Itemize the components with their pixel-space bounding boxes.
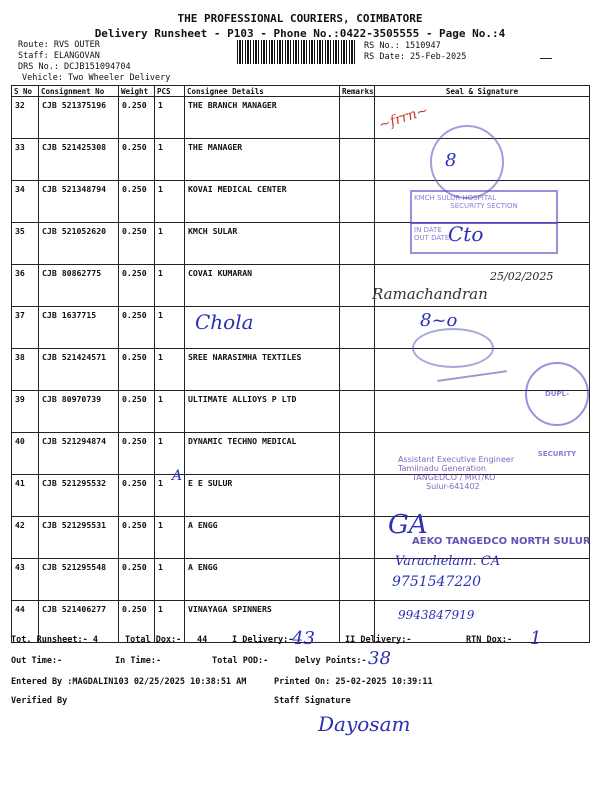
cell-sno: 33 (12, 139, 39, 181)
tot-runsheet: Tot. Runsheet:- 4 (11, 635, 98, 645)
stamp-34-line1: KMCH SULUR HOSPITAL (414, 194, 497, 202)
rs-date: RS Date: 25-Feb-2025 (364, 52, 467, 62)
stamp-41 (398, 455, 558, 491)
rtn-dox-label: RTN Dox:- (466, 635, 513, 645)
stamp-41-line4: Sulur-641402 (426, 482, 480, 491)
cell-consignment: CJB 521294874 (39, 433, 119, 475)
cell-consignee: A ENGG (185, 517, 340, 559)
cell-sno: 42 (12, 517, 39, 559)
cell-pcs: 1 (155, 433, 185, 475)
cell-weight: 0.250 (119, 391, 155, 433)
cell-pcs: 1 (155, 307, 185, 349)
stamp-42: AEKO TANGEDCO NORTH SULUR (412, 536, 591, 547)
stamp-35-line1: IN DATE (414, 226, 442, 234)
cell-consignment: CJB 521425308 (39, 139, 119, 181)
cell-consignee: THE MANAGER (185, 139, 340, 181)
delvy-points-label: Delvy Points:- (295, 656, 367, 666)
stamp-34-line2: SECURITY SECTION (450, 202, 518, 210)
cell-consignment: CJB 521295532 (39, 475, 119, 517)
cell-consignee: THE BRANCH MANAGER (185, 97, 340, 139)
cell-consignment: CJB 1637715 (39, 307, 119, 349)
cell-consignee: SREE NARASIMHA TEXTILES (185, 349, 340, 391)
col-consignment: Consignment No (39, 86, 119, 97)
cell-consignee: E E SULUR (185, 475, 340, 517)
rtn-dox-value: 1 (530, 628, 542, 649)
rs-number: RS No.: 1510947 (364, 41, 441, 51)
cell-sno: 39 (12, 391, 39, 433)
cell-pcs: 1 (155, 265, 185, 307)
drs-label: DRS No.: DCJB151094704 (18, 62, 131, 72)
cell-weight: 0.250 (119, 601, 155, 643)
table-row (12, 559, 590, 601)
stamp-34 (410, 190, 558, 224)
cell-sno: 43 (12, 559, 39, 601)
company-title: THE PROFESSIONAL COURIERS, COIMBATORE (177, 12, 423, 25)
cell-sno: 44 (12, 601, 39, 643)
cell-consignment: CJB 521375196 (39, 97, 119, 139)
dash-mark (540, 58, 552, 59)
cell-weight: 0.250 (119, 265, 155, 307)
cell-pcs: 1 (155, 223, 185, 265)
cell-remarks (340, 433, 375, 475)
cell-consignment: CJB 521348794 (39, 181, 119, 223)
table-row (12, 97, 590, 139)
runsheet-subtitle: Delivery Runsheet - P103 - Phone No.:0422-3505555 - Page No.:4 (94, 27, 506, 40)
handwritten-chola: Chola (195, 310, 254, 334)
stamp-35 (410, 222, 558, 254)
col-consignee: Consignee Details (185, 86, 340, 97)
col-weight: Weight (119, 86, 155, 97)
cell-consignment: CJB 80862775 (39, 265, 119, 307)
cell-remarks (340, 139, 375, 181)
cell-sno: 41 (12, 475, 39, 517)
cell-pcs: 1 (155, 391, 185, 433)
cell-weight: 0.250 (119, 517, 155, 559)
signature-37: 8~o (420, 310, 458, 331)
entered-by: Entered By :MAGDALIN103 02/25/2025 10:38:51 AM (11, 677, 247, 687)
printed-on: Printed On: 25-02-2025 10:39:11 (274, 677, 433, 687)
cell-pcs: 1 (155, 559, 185, 601)
cell-remarks (340, 307, 375, 349)
cell-consignee: A ENGG (185, 559, 340, 601)
total-pod-label: Total POD:- (212, 656, 269, 666)
cell-pcs: 1 (155, 601, 185, 643)
out-time-label: Out Time:- (11, 656, 63, 666)
handwritten-phone-44: 9943847919 (398, 608, 475, 622)
cell-remarks (340, 223, 375, 265)
cell-remarks (340, 349, 375, 391)
table-row (12, 307, 590, 349)
cell-sno: 36 (12, 265, 39, 307)
cell-sno: 35 (12, 223, 39, 265)
cell-sno: 32 (12, 97, 39, 139)
table-row (12, 391, 590, 433)
cell-weight: 0.250 (119, 223, 155, 265)
cell-consignee: KOVAI MEDICAL CENTER (185, 181, 340, 223)
col-remarks: Remarks (340, 86, 375, 97)
barcode (237, 40, 357, 64)
signature-32: ~frrn~ (376, 102, 431, 134)
stamp-38-oval (412, 328, 494, 368)
handwritten-pcs-41: A (172, 468, 183, 484)
cell-consignment: CJB 521052620 (39, 223, 119, 265)
cell-sno: 34 (12, 181, 39, 223)
vehicle-label: Vehicle: Two Wheeler Delivery (22, 73, 171, 83)
stamp-41-line3: TANGEDCO / MRT/KO (412, 473, 496, 482)
stamp-38: DUPL-SECURITY (525, 362, 589, 426)
cell-remarks (340, 517, 375, 559)
cell-consignment: CJB 521424571 (39, 349, 119, 391)
cell-sno: 40 (12, 433, 39, 475)
cell-consignee: KMCH SULAR (185, 223, 340, 265)
cell-weight: 0.250 (119, 181, 155, 223)
ii-delivery-label: II Delivery:- (345, 635, 412, 645)
stamp-35-line2: OUT DATE (414, 234, 450, 242)
verified-by: Verified By (11, 696, 68, 706)
signature-35: Cto (448, 222, 484, 246)
delvy-points-value: 38 (368, 648, 391, 669)
in-time-label: In Time:- (115, 656, 162, 666)
cell-pcs: 1 (155, 139, 185, 181)
cell-weight: 0.250 (119, 97, 155, 139)
cell-consignment: CJB 521406277 (39, 601, 119, 643)
cell-consignment: CJB 521295548 (39, 559, 119, 601)
cell-consignee: DYNAMIC TECHNO MEDICAL (185, 433, 340, 475)
cell-weight: 0.250 (119, 307, 155, 349)
i-delivery-value: 43 (292, 628, 315, 649)
table-header-row (12, 86, 590, 97)
cell-weight: 0.250 (119, 349, 155, 391)
cell-remarks (340, 181, 375, 223)
signature-36: Ramachandran (372, 285, 488, 303)
stamp-33 (430, 125, 504, 199)
cell-weight: 0.250 (119, 475, 155, 517)
cell-consignment: CJB 521295531 (39, 517, 119, 559)
cell-pcs: 1 (155, 181, 185, 223)
signature-33: 8 (445, 150, 457, 171)
cell-remarks (340, 97, 375, 139)
handwritten-phone-43: 9751547220 (392, 574, 482, 590)
handwritten-date: 25/02/2025 (490, 270, 554, 283)
col-seal: Seal & Signature (375, 86, 590, 97)
staff-signature: Dayosam (318, 712, 411, 736)
total-dox-label: Total Dox:- (125, 635, 182, 645)
stamp-41-line1: Assistant Executive Engineer (398, 455, 515, 464)
signature-42: GA (388, 510, 428, 540)
col-sno: S No (12, 86, 39, 97)
cell-consignment: CJB 80970739 (39, 391, 119, 433)
i-delivery-label: I Delivery:- (232, 635, 294, 645)
cell-weight: 0.250 (119, 559, 155, 601)
cell-remarks (340, 559, 375, 601)
cell-remarks (340, 391, 375, 433)
col-pcs: PCS (155, 86, 185, 97)
route-label: Route: RVS OUTER (18, 40, 100, 50)
cell-remarks (340, 475, 375, 517)
cell-sno: 37 (12, 307, 39, 349)
stamp-41-line2: Tamilnadu Generation (398, 464, 486, 473)
cell-remarks (340, 265, 375, 307)
cell-consignee: COVAI KUMARAN (185, 265, 340, 307)
cell-pcs: 1 (155, 97, 185, 139)
cell-pcs: 1 (155, 475, 185, 517)
cell-pcs: 1 (155, 517, 185, 559)
cell-pcs: 1 (155, 349, 185, 391)
staff-signature-label: Staff Signature (274, 696, 351, 706)
cell-consignee: ULTIMATE ALLIOYS P LTD (185, 391, 340, 433)
cell-weight: 0.250 (119, 433, 155, 475)
cell-sno: 38 (12, 349, 39, 391)
cell-weight: 0.250 (119, 139, 155, 181)
staff-label: Staff: ELANGOVAN (18, 51, 100, 61)
cell-consignee: VINAYAGA SPINNERS (185, 601, 340, 643)
total-dox-value: 44 (197, 635, 208, 645)
handwritten-name-43: Varachelam. CA (395, 554, 501, 569)
